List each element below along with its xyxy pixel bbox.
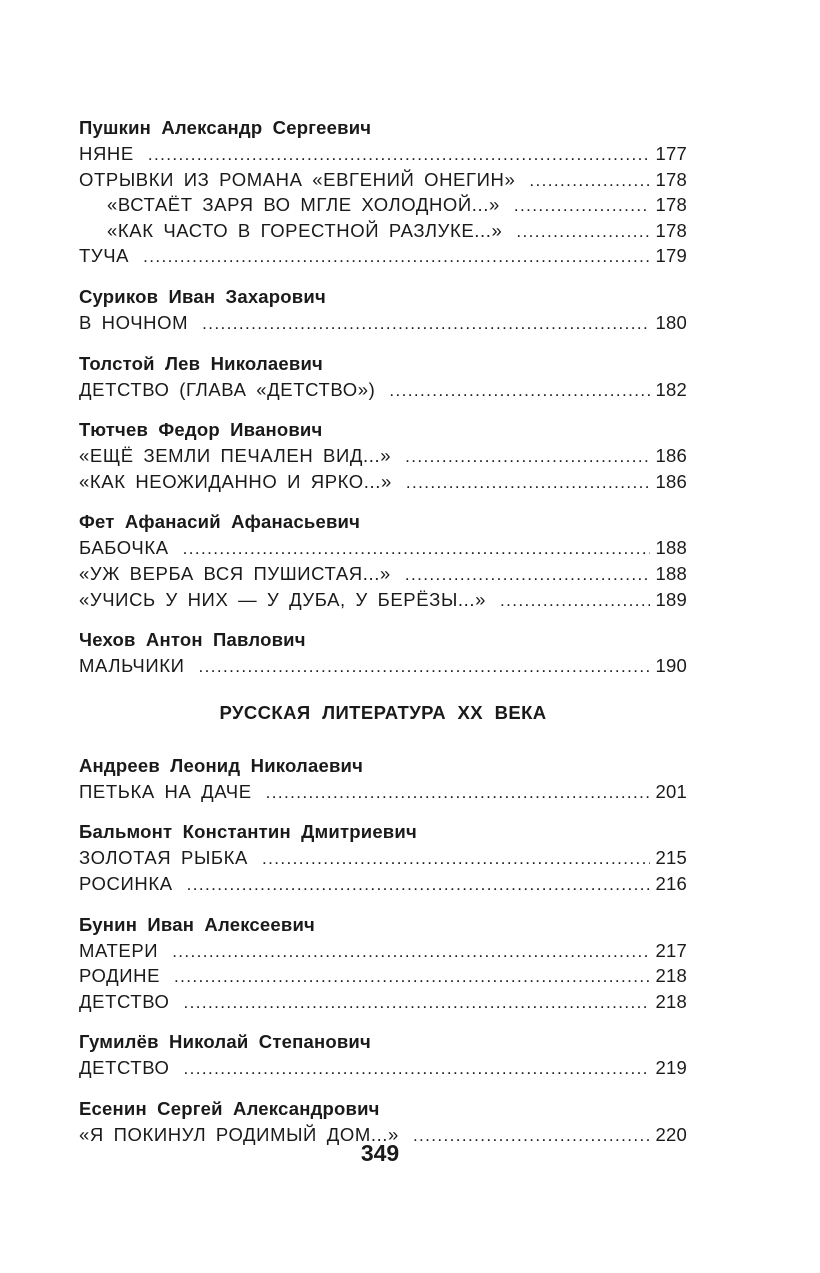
entry-page-number: 220 — [655, 1123, 687, 1145]
toc-entry[interactable] — [79, 1055, 687, 1081]
entry-title: «КАК ЧАСТО В ГОРЕСТНОЙ РАЗЛУКЕ...» — [107, 219, 503, 241]
dot-leader — [183, 536, 650, 562]
author-name: Тютчев Федор Иванович — [79, 419, 323, 441]
toc-entry[interactable] — [79, 963, 687, 989]
entry-title: ДЕТСТВО (ГЛАВА «ДЕТСТВО») — [79, 378, 376, 400]
entry-page-number: 178 — [655, 219, 687, 241]
author-block — [79, 114, 687, 269]
author-name: Суриков Иван Захарович — [79, 285, 326, 307]
entry-page-number: 186 — [655, 445, 687, 467]
entry-page-number: 218 — [655, 990, 687, 1012]
entry-title: «КАК НЕОЖИДАННО И ЯРКО...» — [79, 470, 392, 492]
dot-leader — [172, 939, 649, 965]
toc-entry[interactable] — [79, 377, 687, 403]
entry-title: «ВСТАЁТ ЗАРЯ ВО МГЛЕ ХОЛОДНОЙ...» — [107, 194, 500, 216]
toc-entry[interactable] — [79, 653, 687, 679]
entry-page-number: 188 — [655, 537, 687, 559]
entry-title: «Я ПОКИНУЛ РОДИМЫЙ ДОМ...» — [79, 1123, 399, 1145]
author-name: Андреев Леонид Николаевич — [79, 754, 364, 776]
dot-leader — [174, 964, 649, 990]
dot-leader — [529, 168, 649, 194]
author-block — [79, 626, 687, 679]
dot-leader — [184, 1056, 650, 1082]
dot-leader — [202, 311, 649, 337]
entry-title: ЗОЛОТАЯ РЫБКА — [79, 847, 248, 869]
dot-leader — [184, 990, 650, 1016]
entry-title: ДЕТСТВО — [79, 1057, 170, 1079]
author-block — [79, 508, 687, 612]
dot-leader — [516, 219, 649, 245]
toc-entry[interactable] — [79, 938, 687, 964]
entry-page-number: 189 — [655, 588, 687, 610]
entry-title: РОСИНКА — [79, 872, 173, 894]
entry-title: МАЛЬЧИКИ — [79, 655, 185, 677]
toc-entry[interactable] — [79, 167, 687, 193]
toc-entry[interactable] — [79, 469, 687, 495]
toc-entry[interactable] — [79, 561, 687, 587]
entry-page-number: 190 — [655, 655, 687, 677]
entry-title: ТУЧА — [79, 245, 130, 267]
dot-leader — [514, 193, 650, 219]
author-block — [79, 818, 687, 896]
author-block — [79, 350, 687, 403]
author-name: Толстой Лев Николаевич — [79, 352, 323, 374]
author-name: Пушкин Александр Сергеевич — [79, 117, 372, 138]
toc-entry[interactable] — [79, 871, 687, 897]
dot-leader — [199, 654, 650, 680]
toc-entry[interactable] — [79, 141, 687, 167]
entry-page-number: 218 — [655, 965, 687, 987]
author-name: Фет Афанасий Афанасьевич — [79, 511, 361, 533]
toc-entry[interactable] — [79, 535, 687, 561]
toc-entry[interactable] — [79, 192, 687, 218]
table-of-contents — [79, 114, 687, 1161]
dot-leader — [143, 244, 649, 270]
entry-title: ДЕТСТВО — [79, 990, 170, 1012]
author-name: Есенин Сергей Александрович — [79, 1097, 380, 1119]
entry-page-number: 186 — [655, 470, 687, 492]
toc-entry[interactable] — [79, 845, 687, 871]
author-name: Гумилёв Николай Степанович — [79, 1031, 371, 1053]
entry-title: «УЖ ВЕРБА ВСЯ ПУШИСТАЯ...» — [79, 562, 391, 584]
author-block — [79, 1028, 687, 1081]
dot-leader — [405, 444, 649, 470]
toc-entry[interactable] — [79, 310, 687, 336]
entry-page-number: 178 — [655, 168, 687, 190]
author-name: Бунин Иван Алексеевич — [79, 913, 315, 935]
entry-title: «УЧИСЬ У НИХ — У ДУБА, У БЕРЁЗЫ...» — [79, 588, 487, 610]
author-block — [79, 911, 687, 1015]
dot-leader — [266, 780, 650, 806]
entry-title: В НОЧНОМ — [79, 311, 189, 333]
entry-page-number: 215 — [655, 847, 687, 869]
toc-entry[interactable] — [79, 989, 687, 1015]
dot-leader — [406, 470, 650, 496]
author-block — [79, 752, 687, 805]
entry-page-number: 201 — [655, 780, 687, 802]
author-name: Чехов Антон Павлович — [79, 629, 306, 651]
dot-leader — [262, 846, 650, 872]
entry-title: НЯНЕ — [79, 143, 134, 164]
entry-page-number: 188 — [655, 562, 687, 584]
entry-title: БАБОЧКА — [79, 537, 169, 559]
entry-page-number: 179 — [655, 245, 687, 267]
entry-page-number: 182 — [655, 378, 687, 400]
entry-title: «ЕЩЁ ЗЕМЛИ ПЕЧАЛЕН ВИД...» — [79, 445, 392, 467]
entry-page-number: 219 — [655, 1057, 687, 1079]
dot-leader — [389, 378, 649, 404]
entry-page-number: 216 — [655, 872, 687, 894]
author-name: Бальмонт Константин Дмитриевич — [79, 821, 417, 843]
dot-leader — [148, 142, 650, 168]
entry-title: ПЕТЬКА НА ДАЧЕ — [79, 780, 252, 802]
entry-page-number: 177 — [655, 143, 687, 164]
entry-title: ОТРЫВКИ ИЗ РОМАНА «ЕВГЕНИЙ ОНЕГИН» — [79, 168, 516, 190]
toc-entry[interactable] — [79, 779, 687, 805]
toc-entry[interactable] — [79, 443, 687, 469]
toc-entry[interactable] — [79, 218, 687, 244]
page-number: 349 — [360, 1140, 400, 1166]
dot-leader — [187, 872, 650, 898]
entry-page-number: 217 — [655, 939, 687, 961]
author-block — [79, 416, 687, 494]
dot-leader — [500, 588, 650, 614]
toc-entry[interactable] — [79, 587, 687, 613]
dot-leader — [405, 562, 650, 588]
entry-page-number: 180 — [655, 311, 687, 333]
entry-title: РОДИНЕ — [79, 965, 161, 987]
entry-title: МАТЕРИ — [79, 939, 159, 961]
author-block — [79, 283, 687, 336]
entry-page-number: 178 — [655, 194, 687, 216]
toc-entry[interactable] — [79, 243, 687, 269]
section-heading: РУССКАЯ ЛИТЕРАТУРА XX ВЕКА — [219, 701, 547, 723]
